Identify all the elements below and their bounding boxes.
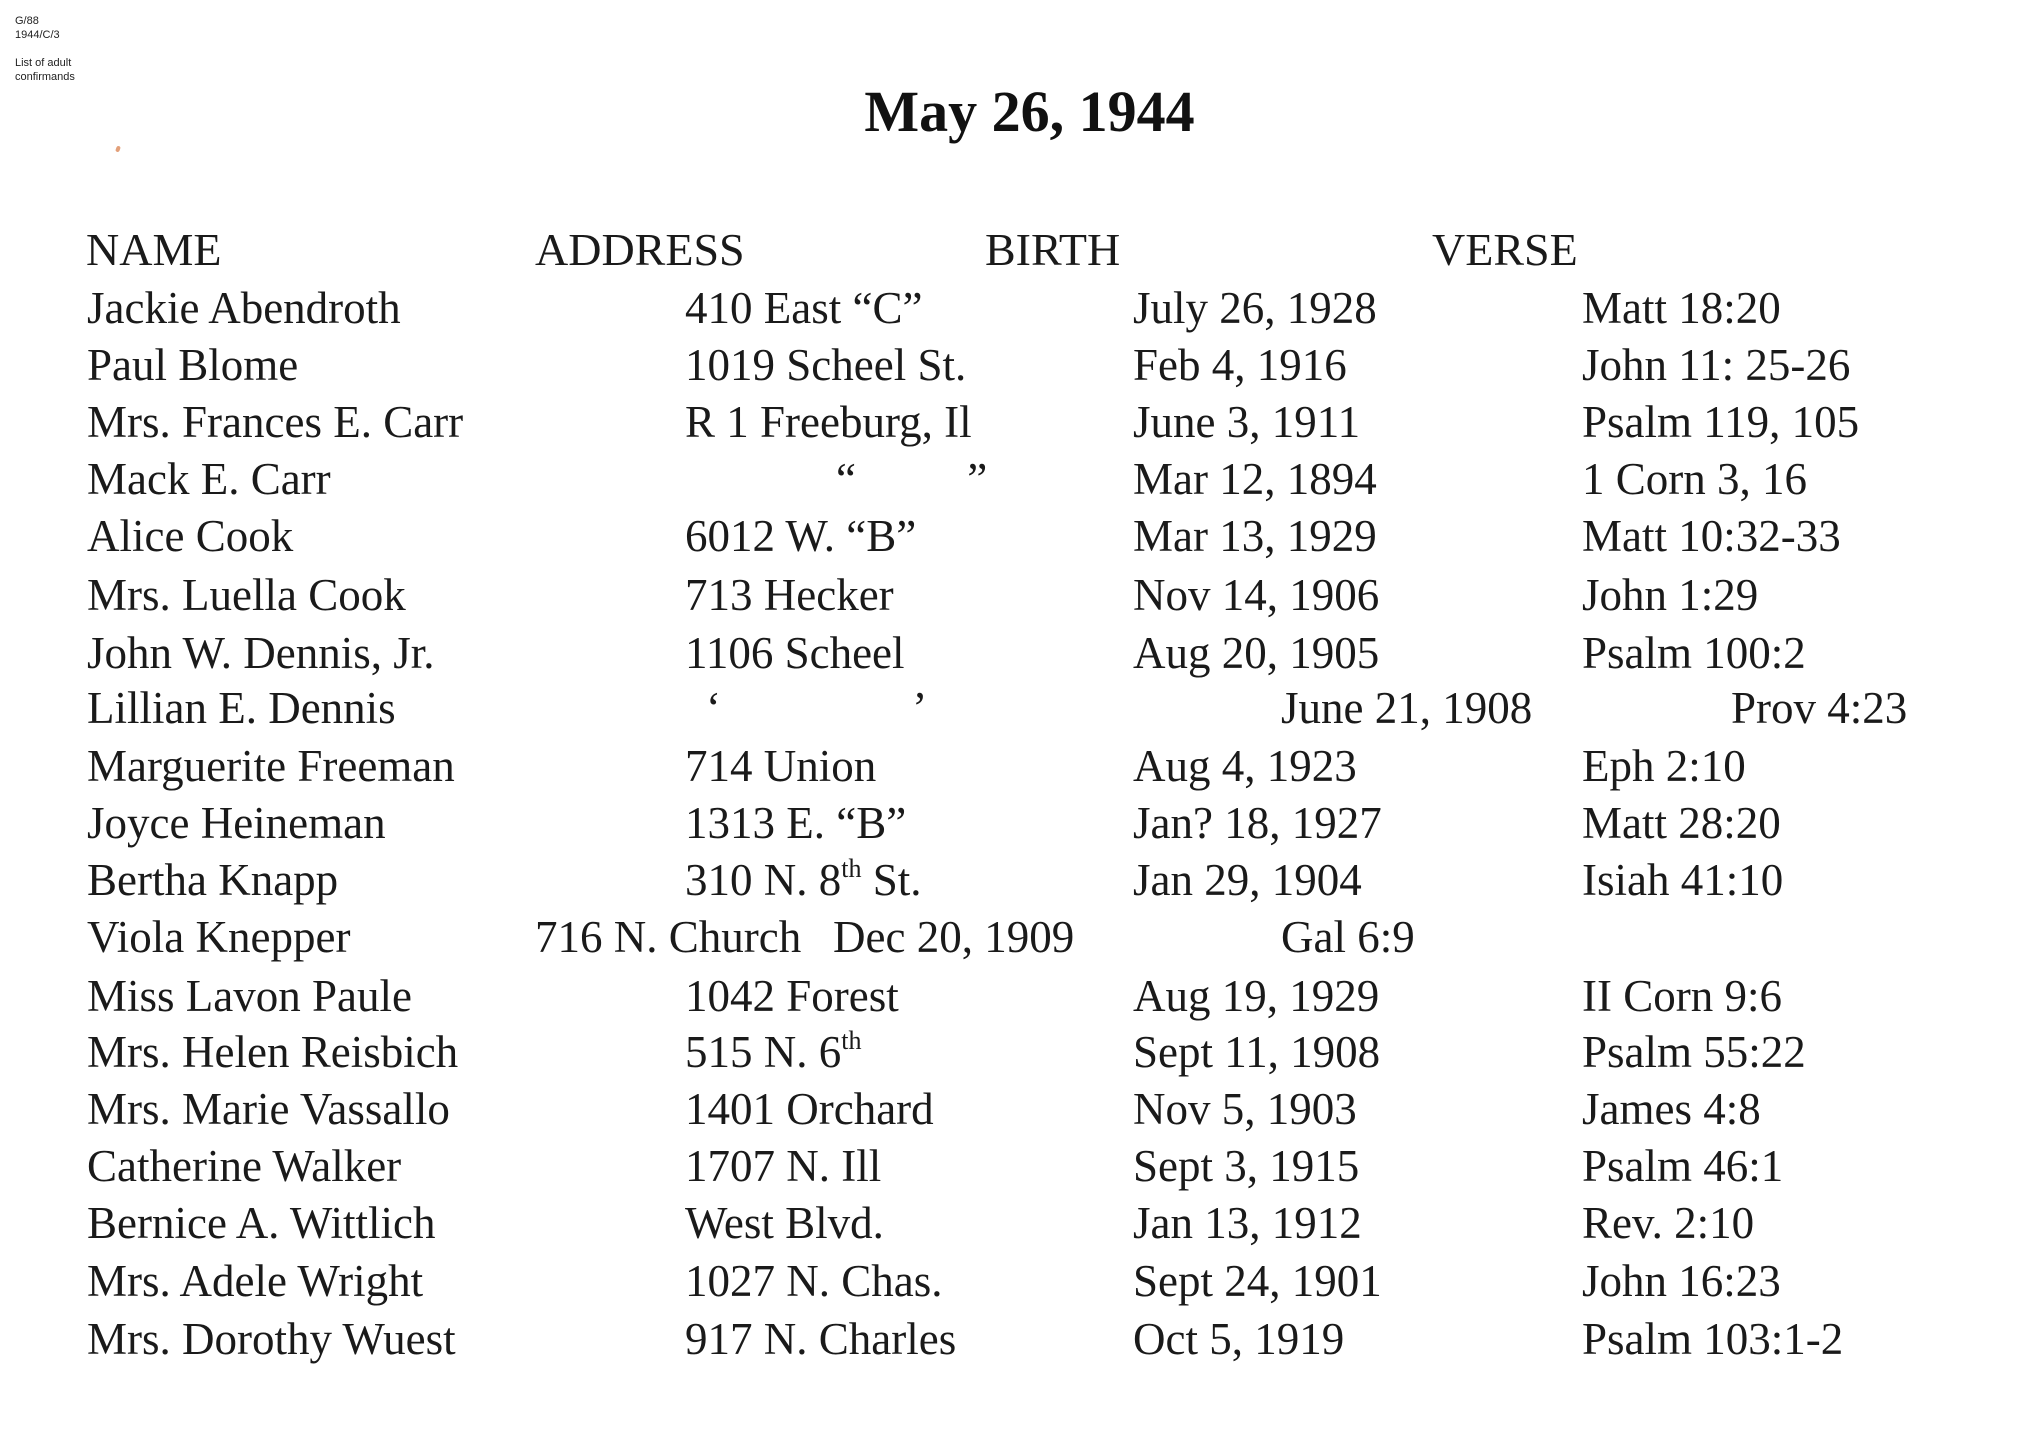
confirmand-verse: Gal 6:9 xyxy=(1281,912,1415,962)
column-headers xyxy=(0,222,2019,278)
confirmand-verse: Psalm 46:1 xyxy=(1582,1141,1784,1191)
confirmand-address: 713 Hecker xyxy=(685,570,894,620)
confirmand-name: John W. Dennis, Jr. xyxy=(87,628,435,678)
confirmand-name: Mack E. Carr xyxy=(87,454,331,504)
confirmand-verse: Psalm 119, 105 xyxy=(1582,397,1860,447)
confirmand-verse: Psalm 103:1-2 xyxy=(1582,1314,1844,1364)
confirmand-verse: John 11: 25-26 xyxy=(1582,340,1851,390)
confirmand-address: West Blvd. xyxy=(685,1198,884,1248)
confirmand-name: Mrs. Adele Wright xyxy=(87,1256,424,1306)
confirmand-name: Mrs. Helen Reisbich xyxy=(87,1027,459,1077)
catalog-ref-1: G/88 xyxy=(15,15,39,27)
confirmand-address: 714 Union xyxy=(685,741,877,791)
confirmand-birth: Nov 5, 1903 xyxy=(1133,1084,1357,1134)
confirmand-verse: Eph 2:10 xyxy=(1582,741,1746,791)
confirmand-verse: Isiah 41:10 xyxy=(1582,855,1784,905)
header-name: NAME xyxy=(86,224,222,275)
confirmand-birth: June 3, 1911 xyxy=(1133,397,1361,447)
confirmand-birth: Oct 5, 1919 xyxy=(1133,1314,1345,1364)
address-superscript: th xyxy=(841,1026,862,1055)
confirmand-verse: II Corn 9:6 xyxy=(1582,971,1782,1021)
catalog-desc-1: List of adult xyxy=(15,57,72,69)
confirmand-birth: Jan 13, 1912 xyxy=(1133,1198,1362,1248)
confirmand-birth: Mar 12, 1894 xyxy=(1133,454,1377,504)
confirmand-birth: Mar 13, 1929 xyxy=(1133,511,1377,561)
list-item xyxy=(0,508,2019,564)
page-title: May 26, 1944 xyxy=(864,79,1195,144)
list-item xyxy=(0,909,2019,965)
list-item xyxy=(0,567,2019,623)
list-item xyxy=(0,1024,2019,1080)
header-verse: VERSE xyxy=(1432,224,1578,275)
list-item xyxy=(0,1311,2019,1367)
confirmand-verse: Matt 18:20 xyxy=(1582,283,1781,333)
list-item xyxy=(0,451,2019,507)
confirmand-address: 1019 Scheel St. xyxy=(685,340,967,390)
confirmand-address: 917 N. Charles xyxy=(685,1314,957,1364)
address-suffix: St. xyxy=(861,855,922,905)
confirmand-birth: Nov 14, 1906 xyxy=(1133,570,1380,620)
confirmand-name: Mrs. Dorothy Wuest xyxy=(87,1314,456,1364)
confirmand-name: Viola Knepper xyxy=(87,912,351,962)
list-item xyxy=(0,852,2019,908)
confirmand-name: Mrs. Frances E. Carr xyxy=(87,397,464,447)
confirmand-verse: Psalm 55:22 xyxy=(1582,1027,1806,1077)
confirmand-birth: Aug 20, 1905 xyxy=(1133,628,1380,678)
confirmand-name: Bernice A. Wittlich xyxy=(87,1198,436,1248)
confirmand-verse: Rev. 2:10 xyxy=(1582,1198,1755,1248)
confirmand-address-ditto: ‘ ’ xyxy=(706,683,1018,733)
confirmand-birth: Dec 20, 1909 xyxy=(833,912,1075,962)
confirmand-name: Mrs. Marie Vassallo xyxy=(87,1084,450,1134)
confirmand-name: Joyce Heineman xyxy=(87,798,386,848)
address-text: 515 N. 6 xyxy=(685,1027,842,1077)
confirmand-address: 1027 N. Chas. xyxy=(685,1256,943,1306)
confirmand-verse: Matt 28:20 xyxy=(1582,798,1781,848)
list-item xyxy=(0,1253,2019,1309)
confirmand-birth: Sept 11, 1908 xyxy=(1133,1027,1381,1077)
list-item xyxy=(0,1081,2019,1137)
confirmand-birth: Feb 4, 1916 xyxy=(1133,340,1347,390)
catalog-ref-2: 1944/C/3 xyxy=(15,29,60,41)
confirmand-birth: Jan? 18, 1927 xyxy=(1133,798,1382,848)
confirmand-verse: Matt 10:32-33 xyxy=(1582,511,1841,561)
address-superscript: th xyxy=(841,854,862,883)
scan-speck xyxy=(115,145,121,152)
confirmand-address xyxy=(685,852,922,908)
confirmand-birth: Sept 3, 1915 xyxy=(1133,1141,1360,1191)
list-item xyxy=(0,680,2019,736)
confirmand-address: 410 East “C” xyxy=(685,283,923,333)
list-item xyxy=(0,738,2019,794)
catalog-reference xyxy=(15,14,75,84)
confirmand-name: Paul Blome xyxy=(87,340,299,390)
confirmand-birth: Sept 24, 1901 xyxy=(1133,1256,1382,1306)
confirmand-name: Mrs. Luella Cook xyxy=(87,570,406,620)
confirmand-birth: July 26, 1928 xyxy=(1133,283,1377,333)
catalog-desc-2: confirmands xyxy=(15,71,75,83)
confirmand-address xyxy=(685,1024,861,1080)
confirmand-name: Miss Lavon Paule xyxy=(87,971,412,1021)
list-item xyxy=(0,795,2019,851)
confirmand-address: 716 N. Church xyxy=(535,912,802,962)
confirmand-address: 1313 E. “B” xyxy=(685,798,907,848)
list-item xyxy=(0,337,2019,393)
list-item xyxy=(0,1195,2019,1251)
list-item xyxy=(0,394,2019,450)
confirmand-address: 1707 N. Ill xyxy=(685,1141,882,1191)
confirmand-address: 6012 W. “B” xyxy=(685,511,917,561)
confirmand-verse: John 1:29 xyxy=(1582,570,1759,620)
confirmand-birth: June 21, 1908 xyxy=(1281,683,1533,733)
header-birth: BIRTH xyxy=(985,224,1121,275)
confirmand-verse: Prov 4:23 xyxy=(1731,683,1908,733)
confirmand-name: Alice Cook xyxy=(87,511,294,561)
confirmand-birth: Aug 19, 1929 xyxy=(1133,971,1380,1021)
address-text: 310 N. 8 xyxy=(685,855,842,905)
list-item xyxy=(0,625,2019,681)
list-item xyxy=(0,968,2019,1024)
confirmand-verse: John 16:23 xyxy=(1582,1256,1781,1306)
confirmand-address: 1401 Orchard xyxy=(685,1084,934,1134)
confirmand-name: Lillian E. Dennis xyxy=(87,683,396,733)
confirmand-birth: Aug 4, 1923 xyxy=(1133,741,1357,791)
confirmand-name: Marguerite Freeman xyxy=(87,741,455,791)
confirmand-address: 1042 Forest xyxy=(685,971,899,1021)
confirmand-verse: James 4:8 xyxy=(1582,1084,1761,1134)
confirmand-birth: Jan 29, 1904 xyxy=(1133,855,1362,905)
confirmand-name: Catherine Walker xyxy=(87,1141,402,1191)
confirmand-address-ditto: “ ” xyxy=(836,454,1038,504)
confirmand-verse: 1 Corn 3, 16 xyxy=(1582,454,1807,504)
list-item xyxy=(0,280,2019,336)
confirmand-name: Bertha Knapp xyxy=(87,855,339,905)
confirmand-name: Jackie Abendroth xyxy=(87,283,401,333)
confirmand-address: R 1 Freeburg, Il xyxy=(685,397,972,447)
list-item xyxy=(0,1138,2019,1194)
confirmand-verse: Psalm 100:2 xyxy=(1582,628,1806,678)
confirmand-address: 1106 Scheel xyxy=(685,628,905,678)
header-address: ADDRESS xyxy=(535,224,745,275)
